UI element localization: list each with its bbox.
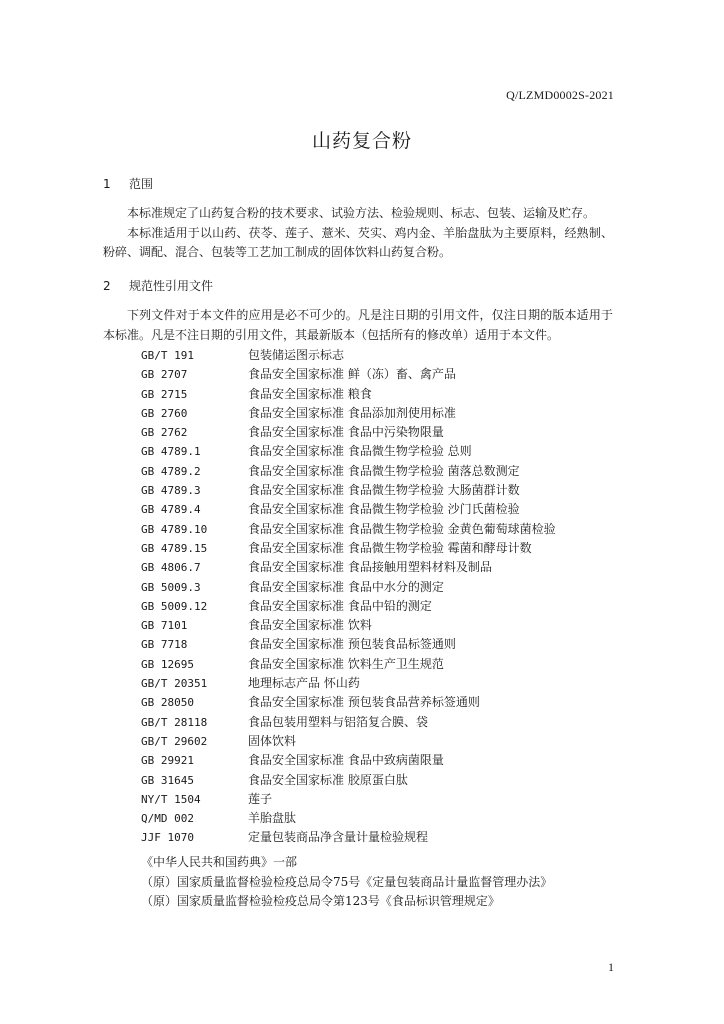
reference-code: GB 7101 (141, 619, 188, 633)
reference-title: 食品安全国家标准 饮料生产卫生规范 (248, 656, 444, 671)
page-number: 1 (608, 960, 614, 974)
reference-title: 食品安全国家标准 食品微生物学检验 霉菌和酵母计数 (248, 540, 532, 555)
reference-item (141, 500, 556, 519)
reference-item (141, 346, 556, 365)
reference-item (141, 790, 556, 809)
reference-code: Q/MD 002 (141, 812, 194, 826)
reference-title: 食品安全国家标准 食品添加剂使用标准 (248, 405, 456, 420)
section-1-heading (103, 175, 153, 192)
reference-item (141, 578, 556, 597)
reference-item (141, 751, 556, 770)
reference-title: 食品安全国家标准 鲜（冻）畜、禽产品 (248, 367, 456, 382)
reference-code: GB 12695 (141, 657, 194, 671)
other-reference: （原）国家质量监督检验检疫总局令75号《定量包装商品计量监督管理办法》 (141, 875, 553, 889)
section-1-paragraph-2: 本标准适用于以山药、茯苓、莲子、薏米、芡实、鸡内金、羊胎盘肽为主要原料，经熟制、粉碎、调配、混合、包装等工艺加工制成的固体饮料山药复合粉。 (103, 225, 613, 259)
reference-code: GB 4789.2 (141, 464, 201, 478)
document-code: Q/LZMD0002S-2021 (506, 88, 614, 102)
reference-code: GB/T 29602 (141, 734, 208, 748)
reference-code: GB 28050 (141, 696, 194, 710)
reference-item (141, 635, 556, 654)
reference-item (141, 462, 556, 481)
reference-item (141, 539, 556, 558)
reference-item (141, 828, 556, 847)
reference-code: GB 4806.7 (141, 561, 201, 575)
reference-code: GB 4789.15 (141, 541, 208, 555)
reference-code: JJF 1070 (141, 831, 194, 845)
reference-code: GB 2715 (141, 387, 188, 401)
reference-title: 羊胎盘肽 (248, 811, 297, 826)
reference-code: GB 4789.1 (141, 445, 201, 459)
reference-item (141, 442, 556, 461)
reference-title: 包装储运图示标志 (248, 348, 345, 362)
reference-item (141, 771, 556, 790)
reference-item (141, 713, 556, 732)
reference-code: GB 31645 (141, 773, 194, 787)
reference-item (141, 597, 556, 616)
reference-item (141, 423, 556, 442)
reference-title: 食品安全国家标准 食品微生物学检验 菌落总数测定 (248, 463, 520, 478)
reference-code: GB/T 28118 (141, 715, 208, 729)
section-number: 2 (103, 279, 111, 293)
reference-title: 食品安全国家标准 食品中铅的测定 (248, 598, 432, 613)
section-number: 1 (103, 177, 111, 191)
reference-title: 食品安全国家标准 食品微生物学检验 金黄色葡萄球菌检验 (248, 521, 556, 536)
reference-code: GB 2760 (141, 406, 188, 420)
reference-title: 莲子 (248, 791, 273, 806)
reference-title: 食品安全国家标准 胶原蛋白肽 (248, 772, 408, 787)
reference-item (141, 732, 556, 751)
reference-title: 食品安全国家标准 食品接触用塑料材料及制品 (248, 560, 492, 575)
reference-item (141, 481, 556, 500)
reference-title: 食品安全国家标准 饮料 (248, 618, 372, 633)
reference-item (141, 365, 556, 384)
reference-code: GB/T 191 (141, 349, 194, 362)
section-2-paragraph-1: 下列文件对于本文件的应用是必不可少的。凡是注日期的引用文件，仅注日期的版本适用于本标准。凡是不注日期的引用文件，其最新版本（包括所有的修改单）适用于本文件。 (103, 308, 613, 342)
reference-code: NY/T 1504 (141, 792, 201, 806)
reference-code: GB 4789.10 (141, 522, 208, 536)
reference-item (141, 520, 556, 539)
other-reference: （原）国家质量监督检验检疫总局令第123号《食品标识管理规定》 (141, 894, 500, 908)
reference-item (141, 404, 556, 423)
reference-code: GB 7718 (141, 638, 188, 652)
reference-title: 食品安全国家标准 食品微生物学检验 总则 (248, 444, 472, 459)
normative-references-list (141, 346, 556, 848)
reference-item (141, 385, 556, 404)
reference-item (141, 809, 556, 828)
reference-title: 食品安全国家标准 预包装食品标签通则 (248, 637, 456, 652)
reference-title: 食品安全国家标准 食品中致病菌限量 (248, 753, 444, 768)
section-1-paragraph-1: 本标准规定了山药复合粉的技术要求、试验方法、检验规则、标志、包装、运输及贮存。 (127, 206, 596, 220)
reference-code: GB 5009.12 (141, 599, 208, 613)
reference-title: 食品安全国家标准 预包装食品营养标签通则 (248, 695, 480, 710)
reference-code: GB 2707 (141, 368, 188, 382)
section-title: 规范性引用文件 (129, 279, 214, 293)
reference-title: 固体饮料 (248, 733, 297, 748)
reference-code: GB 2762 (141, 426, 188, 440)
reference-item (141, 674, 556, 693)
reference-code: GB 5009.3 (141, 580, 201, 594)
reference-title: 食品安全国家标准 粮食 (248, 386, 372, 401)
other-reference: 《中华人民共和国药典》一部 (141, 855, 298, 869)
reference-item (141, 558, 556, 577)
reference-title: 食品安全国家标准 食品中污染物限量 (248, 425, 444, 440)
reference-title: 定量包装商品净含量计量检验规程 (248, 830, 429, 845)
section-2-heading (103, 277, 213, 294)
reference-title: 地理标志产品 怀山药 (248, 676, 360, 691)
reference-code: GB 29921 (141, 754, 194, 768)
section-title: 范围 (129, 177, 154, 191)
reference-item (141, 616, 556, 635)
reference-code: GB/T 20351 (141, 677, 208, 691)
reference-item (141, 693, 556, 712)
reference-title: 食品安全国家标准 食品微生物学检验 大肠菌群计数 (248, 483, 520, 498)
reference-code: GB 4789.3 (141, 484, 201, 498)
reference-title: 食品安全国家标准 食品微生物学检验 沙门氏菌检验 (248, 502, 520, 517)
reference-title: 食品包装用塑料与铝箔复合膜、袋 (248, 714, 429, 729)
page-title: 山药复合粉 (311, 130, 412, 152)
reference-item (141, 655, 556, 674)
reference-code: GB 4789.4 (141, 503, 201, 517)
reference-title: 食品安全国家标准 食品中水分的测定 (248, 579, 444, 594)
